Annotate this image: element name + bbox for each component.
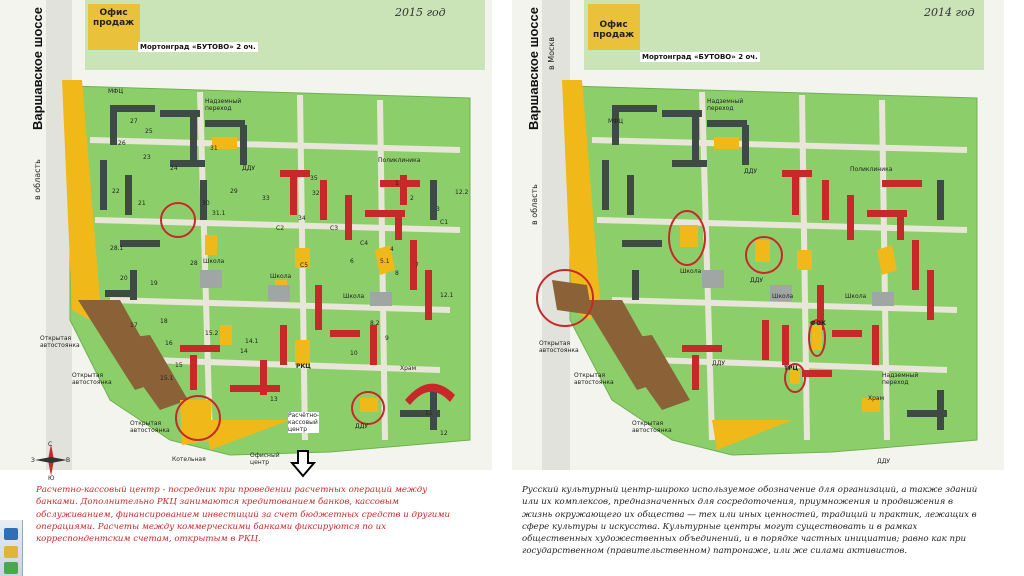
building-number: 1: [395, 180, 399, 187]
building-number: 11: [425, 410, 433, 417]
office-center-label: Офисный центр: [250, 452, 280, 466]
sales-office-label: Офис продаж: [593, 20, 635, 40]
highway-label: Варшавское шоссе: [30, 7, 45, 130]
sales-office-label: Офис продаж: [93, 8, 135, 28]
building-number: 20: [120, 275, 128, 282]
road-top-label: в Москв: [547, 37, 556, 70]
building-number: 14: [240, 348, 248, 355]
mfc-label: МФЦ: [608, 118, 623, 125]
parking-1-label: Открытая автостоянка: [539, 340, 579, 354]
school-b-label: Школа: [772, 293, 794, 300]
compass-e: В: [66, 457, 71, 464]
compass-w: З: [31, 457, 35, 464]
cassa-label: Расчётно- кассовый центр: [288, 412, 320, 433]
building-number: 33: [262, 195, 270, 202]
parking-1-label: Открытая автостоянка: [40, 335, 80, 349]
building-number: 3: [436, 206, 440, 213]
crossing-2-label: Надземный переход: [882, 372, 919, 386]
building-number: 15: [175, 362, 183, 369]
building-number: 14.1: [245, 338, 259, 345]
ddu-bottom-label: ДДУ: [355, 423, 369, 430]
school-a-label: Школа: [680, 268, 702, 275]
building-number: 34: [298, 215, 306, 222]
crossing-label: Надземный переход: [205, 98, 242, 112]
building-number: 19: [150, 280, 158, 287]
parking-2-label: Открытая автостоянка: [72, 372, 112, 386]
highway-label: Варшавское шоссе: [526, 7, 541, 130]
building-number: 22: [112, 188, 120, 195]
down-arrow-icon: [290, 450, 316, 478]
building-number: 15.1: [160, 375, 174, 382]
building-number: 9: [385, 335, 389, 342]
building-number: С1: [440, 219, 449, 226]
building-number: 23: [143, 154, 151, 161]
region-label: в область: [33, 159, 42, 200]
building-number: С3: [330, 225, 339, 232]
compass-s: Ю: [48, 475, 55, 480]
building-number: 29: [230, 188, 238, 195]
media-icon[interactable]: [4, 562, 18, 574]
parking-3-label: Открытая автостоянка: [632, 420, 672, 434]
building-number: 16: [165, 340, 173, 347]
building-number: 5.1: [380, 258, 390, 265]
building-number: 24: [170, 165, 178, 172]
parking-3-label: Открытая автостоянка: [130, 420, 170, 434]
map-2015: [0, 0, 492, 470]
building-number: 31: [210, 145, 218, 152]
building-number: 6: [350, 258, 354, 265]
building-number: 30: [202, 200, 210, 207]
temple-label: Храм: [868, 395, 885, 402]
rkc-description: Расчетно-кассовый центр - посредник при проведении расчетных операций между банками. Дополнительно РКЦ занимаются кредитованием банков, кассовым обслуживанием, финансированием инвестиций за счет бюджетных средств и другими операциями. Расчеты между коммерческими банками фиксируются по их корреспондентским счетам, открытым в РКЦ.: [36, 485, 451, 545]
map-2014-drawing: [512, 0, 1004, 470]
building-number: 2: [410, 195, 414, 202]
ddu-top-label: ДДУ: [744, 168, 758, 175]
building-number: 28.1: [110, 245, 124, 252]
compass-icon: [31, 440, 71, 480]
building-number: 27: [130, 118, 138, 125]
building-number: С4: [360, 240, 369, 247]
map-2015-drawing: [0, 0, 492, 470]
building-number: 7: [415, 262, 419, 269]
building-number: 10: [350, 350, 358, 357]
building-number: 21: [138, 200, 146, 207]
building-number: 12.2: [455, 189, 469, 196]
ddu-mid-label: ДДУ: [750, 277, 764, 284]
map-year-label: 2015 год: [395, 6, 446, 19]
taskbar: [0, 520, 23, 576]
building-number: 8.2: [370, 320, 380, 327]
compass-n: С: [48, 441, 53, 448]
building-number: 32: [312, 190, 320, 197]
school-c-label: Школа: [343, 293, 365, 300]
building-number: 35: [310, 175, 318, 182]
building-number: 15.2: [205, 330, 219, 337]
rkc-label: РКЦ: [296, 363, 311, 370]
polyclinic-label: Поликлиника: [378, 157, 421, 164]
trc-label: ТРЦ: [784, 365, 799, 372]
parking-2-label: Открытая автостоянка: [574, 372, 614, 386]
building-number: 25: [145, 128, 153, 135]
ddu-top-label: ДДУ: [242, 165, 256, 172]
building-number: 8: [395, 270, 399, 277]
mfc-label: МФЦ: [108, 88, 123, 95]
building-number: 4: [390, 246, 394, 253]
map-2014: [512, 0, 1004, 470]
school-a-label: Школа: [203, 258, 225, 265]
building-number: 28: [190, 260, 198, 267]
folder-icon[interactable]: [4, 546, 18, 558]
building-number: 12.1: [440, 292, 454, 299]
ddu-bottom-label: ДДУ: [877, 458, 891, 465]
app-icon[interactable]: [4, 528, 18, 540]
culture-center-description: Русский культурный центр-широко используемое обозначение для организаций, а также зданий или их комплексов, предназначенных для сосредоточения, приумножения и продвижения в жизнь окружающего их общества — тех или иных ценностей, традиций и практик, лежащих в сфере культуры и искусства. Культурные центры могут существовать и в рамках общественных художественных объединений, и в порядке частных инициатив; равно как при государственном (правительственном) патронаже, или же силами активистов.: [522, 485, 978, 557]
school-c-label: Школа: [845, 293, 867, 300]
region-label: в область: [530, 184, 539, 225]
building-number: 31.1: [212, 210, 226, 217]
building-number: С5: [300, 262, 309, 269]
crossing-label: Надземный переход: [707, 98, 744, 112]
building-number: С2: [276, 225, 285, 232]
temple-label: Храм: [400, 365, 417, 372]
polyclinic-label: Поликлиника: [850, 166, 893, 173]
building-number: 26: [118, 140, 126, 147]
school-b-label: Школа: [270, 273, 292, 280]
building-number: 13: [270, 396, 278, 403]
foc-label: ФОК: [810, 320, 826, 327]
map-year-label: 2014 год: [924, 6, 975, 19]
boiler-label: Котельная: [172, 456, 206, 463]
mortongrad-label: Мортонград «БУТОВО» 2 оч.: [140, 43, 256, 51]
building-number: 12: [440, 430, 448, 437]
building-number: 18: [160, 318, 168, 325]
mortongrad-label: Мортонград «БУТОВО» 2 оч.: [642, 53, 758, 61]
ddu-low-label: ДДУ: [712, 360, 726, 367]
building-number: 17: [130, 322, 138, 329]
